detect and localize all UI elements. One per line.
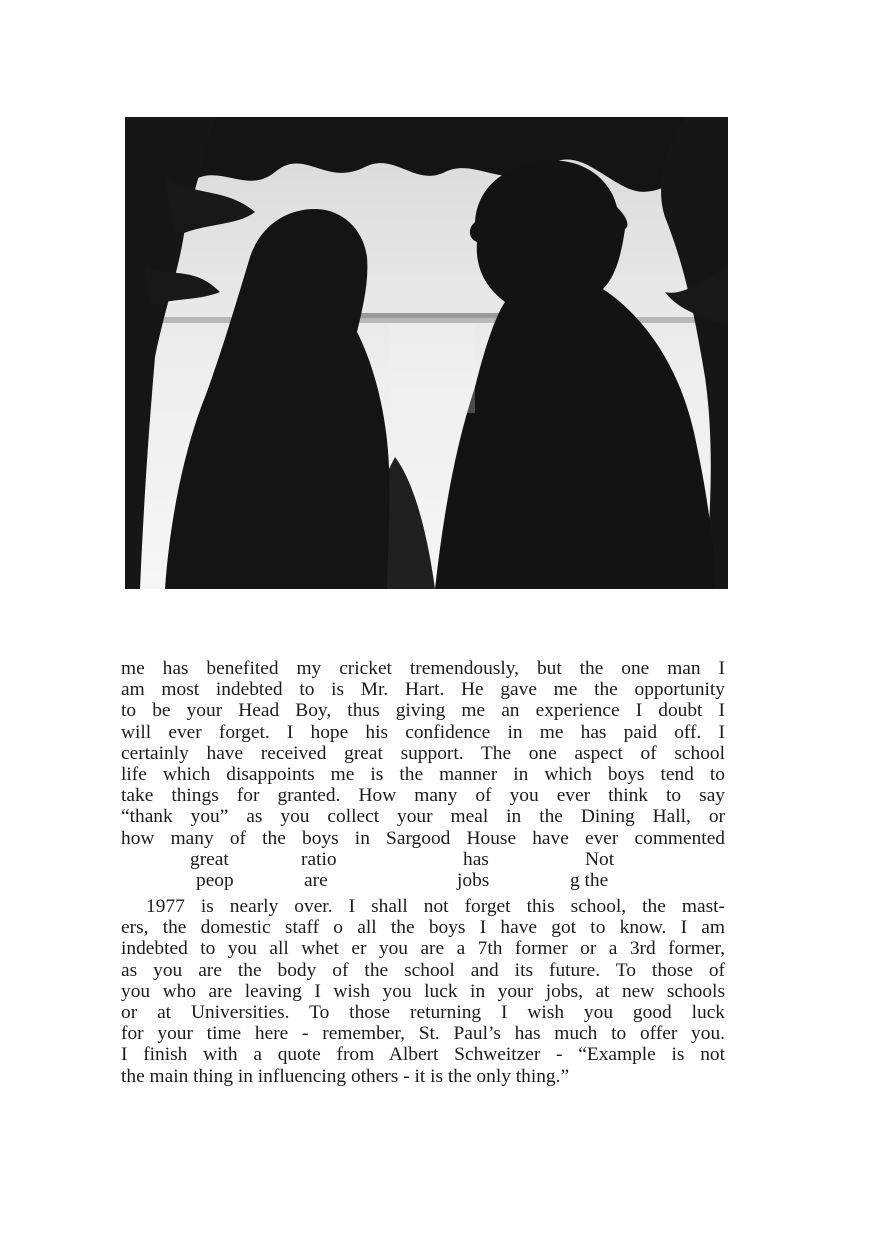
text-fragment: g the [570,869,609,891]
text-fragment: are [304,869,328,891]
text-line: the main thing in influencing others - it is the only thing.” [121,1065,570,1087]
text-line: as you are the body of the school and its future. To those of [121,959,725,981]
text-line: take things for granted. How many of you ever think to say [121,785,725,807]
text-line: will ever forget. I hope his confidence in me has paid off. I [121,721,725,743]
text-line: am most indebted to is Mr. Hart. He gave me the opportunity [121,679,725,701]
text-line: to be your Head Boy, thus giving me an experience I doubt I [121,700,725,722]
text-fragment: Not [585,848,615,870]
article-text [121,658,725,1087]
text-fragment: peop [196,869,234,891]
text-line: life which disappoints me is the manner in which boys tend to [121,763,725,785]
text-line: or at Universities. To those returning I wish you good luck [121,1002,725,1023]
silhouette-photo-icon [125,117,728,589]
text-line: how many of the boys in Sargood House have ever commented [121,827,725,849]
text-line: I finish with a quote from Albert Schweitzer - “Example is not [121,1044,725,1066]
fragment-row [121,870,725,891]
fragment-row [121,849,725,870]
text-fragment: jobs [457,869,490,891]
text-fragment: has [463,848,489,870]
text-line: me has benefited my cricket tremendously, but the one man I [121,658,725,679]
text-line: indebted to you all whet er you are a 7th former or a 3rd former, [121,938,725,960]
text-line: certainly have received great support. The one aspect of school [121,742,725,764]
text-line: “thank you” as you collect your meal in the Dining Hall, or [121,806,725,828]
text-line: 1977 is nearly over. I shall not forget this school, the mast- [146,896,725,918]
silhouette-photo [125,117,728,589]
text-fragment: great [190,848,229,870]
text-line: ers, the domestic staff o all the boys I have got to know. I am [121,917,725,939]
text-fragment: ratio [301,848,337,870]
text-line: for your time here - remember, St. Paul’s has much to offer you. [121,1023,725,1045]
text-line: you who are leaving I wish you luck in your jobs, at new schools [121,980,725,1002]
